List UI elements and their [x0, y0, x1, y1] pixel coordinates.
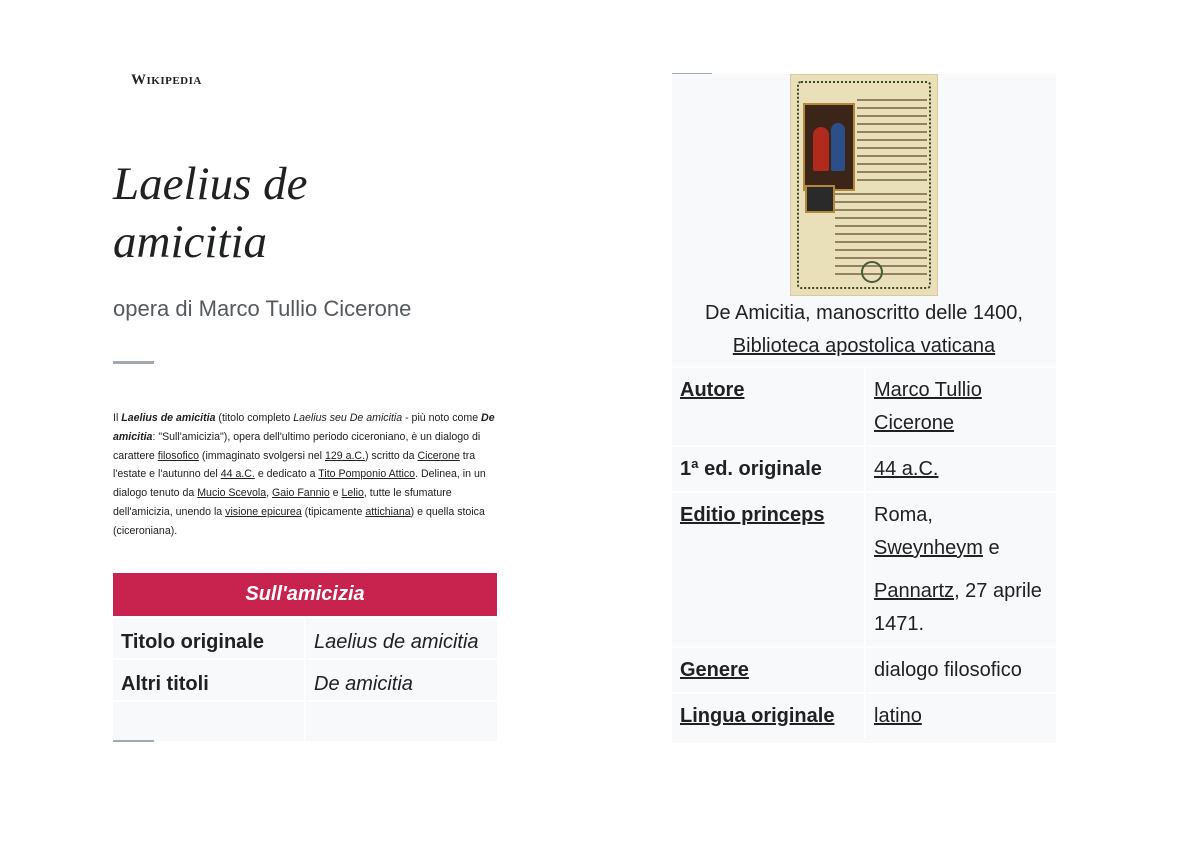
- figure-blue: [831, 123, 845, 171]
- lead-text: (titolo completo: [215, 412, 294, 424]
- link-lingua-originale[interactable]: Lingua originale: [680, 705, 835, 727]
- link-visione-epicurea[interactable]: visione epicurea: [225, 505, 302, 518]
- link-129-ac[interactable]: 129 a.C.: [324, 449, 366, 462]
- infobox-heading: Sull'amicizia: [113, 573, 497, 617]
- lead-text: : "Sull'amicizia"), opera dell'ultimo periodo ciceroniano, è un dialogo di carattere: [113, 430, 481, 462]
- page-title-line-2: amicitia: [113, 216, 268, 268]
- lead-italic-full-title: Laelius seu De amicitia: [293, 412, 403, 424]
- lead-text: - più noto come: [402, 412, 482, 424]
- page-subtitle: opera di Marco Tullio Cicerone: [113, 296, 412, 321]
- infobox-row-autore: [672, 367, 1056, 446]
- link-editio-princeps[interactable]: Editio princeps: [680, 504, 825, 526]
- figure-red: [813, 127, 829, 171]
- lead-text: ) scritto da: [365, 449, 418, 462]
- link-marco-tullio-cicerone[interactable]: Marco Tullio Cicerone: [874, 379, 982, 434]
- lead-text: Il: [113, 412, 122, 424]
- lead-bold-title: Laelius de amicitia: [121, 412, 216, 424]
- link-cicerone[interactable]: Cicerone: [417, 449, 460, 462]
- page-title-line-1: Laelius de: [113, 158, 308, 210]
- illuminated-initial: [805, 185, 835, 213]
- lead-text: e: [329, 487, 342, 500]
- lead-text: ,: [266, 487, 273, 500]
- lead-text: ) e quella stoica (ciceroniana).: [113, 505, 485, 537]
- link-sweynheym[interactable]: Sweynheym: [874, 537, 983, 559]
- link-filosofico[interactable]: filosofico: [157, 449, 199, 462]
- link-genere[interactable]: Genere: [680, 659, 749, 681]
- princeps-text: Roma,: [874, 504, 933, 526]
- lead-text: , tutte le sfumature dell'amicizia, unendo la: [113, 487, 452, 518]
- link-biblioteca-apostolica-vaticana[interactable]: Biblioteca apostolica vaticana: [732, 335, 996, 357]
- infobox-key: 1ª ed. originale: [672, 446, 865, 492]
- infobox-row-editio-princeps: [672, 492, 1056, 647]
- princeps-text: , 27 aprile 1471.: [874, 580, 1042, 635]
- link-44-ac-edition[interactable]: 44 a.C.: [874, 458, 939, 480]
- infobox-row-prima-edizione: [672, 446, 1056, 492]
- lead-text: (immaginato svolgersi nel: [198, 449, 325, 462]
- infobox-key-empty: [113, 701, 305, 741]
- infobox-row: [113, 617, 497, 659]
- link-mucio-scevola[interactable]: Mucio Scevola: [197, 487, 267, 500]
- infobox-right: [672, 74, 1056, 743]
- title-divider: [113, 361, 154, 364]
- lead-bold-short-title: De amicitia: [113, 412, 495, 443]
- infobox-value: Laelius de amicitia: [305, 617, 497, 659]
- lead-text: (tipicamente: [301, 505, 366, 518]
- manuscript-text-block: [857, 99, 927, 187]
- image-caption: [672, 297, 1056, 363]
- link-44-ac[interactable]: 44 a.C.: [220, 468, 255, 481]
- link-attichiana[interactable]: attichiana: [365, 505, 411, 518]
- infobox-value: De amicitia: [305, 659, 497, 701]
- link-lelio[interactable]: Lelio: [341, 487, 364, 500]
- infobox-row-lingua: [672, 693, 1056, 738]
- link-latino[interactable]: latino: [874, 705, 922, 727]
- infobox-row: [113, 701, 497, 741]
- page-bottom-divider: [113, 740, 154, 742]
- infobox-left: [113, 573, 497, 741]
- miniature-illustration: [803, 103, 855, 191]
- infobox-details-table: [672, 366, 1056, 738]
- princeps-text: e: [982, 537, 1000, 559]
- infobox-value-empty: [305, 701, 497, 741]
- infobox-key: Titolo originale: [113, 617, 305, 659]
- lead-text: tra l'estate e l'autunno del: [113, 449, 476, 481]
- caption-text: De Amicitia, manoscritto delle 1400,: [705, 302, 1023, 324]
- manuscript-image[interactable]: [790, 74, 938, 296]
- link-tito-pomponio-attico[interactable]: Tito Pomponio Attico: [318, 468, 416, 481]
- page-title: [113, 155, 493, 271]
- infobox-row-genere: [672, 647, 1056, 693]
- infobox-row: [113, 659, 497, 701]
- lead-text: . Delinea, in un dialogo tenuto da: [113, 468, 486, 500]
- link-gaio-fannio[interactable]: Gaio Fannio: [272, 487, 330, 500]
- infobox-key: Altri titoli: [113, 659, 305, 701]
- infobox-table: [113, 573, 497, 741]
- infobox-value: dialogo filosofico: [865, 647, 1056, 693]
- link-autore[interactable]: Autore: [680, 379, 745, 401]
- wikipedia-logo[interactable]: Wikipedia: [131, 72, 202, 88]
- link-pannartz[interactable]: Pannartz: [874, 580, 955, 602]
- lead-text: e dedicato a: [254, 468, 319, 481]
- lead-paragraph: [113, 409, 498, 541]
- roundel-ornament: [861, 261, 883, 283]
